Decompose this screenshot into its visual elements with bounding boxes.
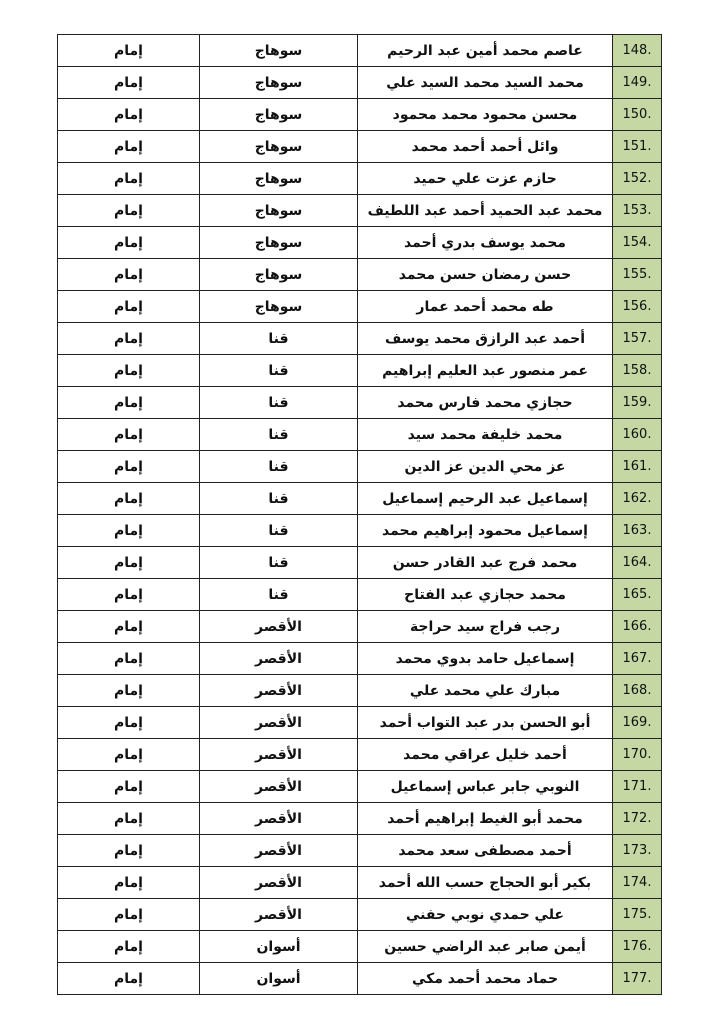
- table-row: [58, 739, 662, 771]
- row-number: 160.: [613, 419, 662, 451]
- person-name: حسن رمضان حسن محمد: [358, 259, 613, 291]
- governorate: الأقصر: [200, 707, 358, 739]
- person-name: إسماعيل محمود إبراهيم محمد: [358, 515, 613, 547]
- person-name: حجازي محمد فارس محمد: [358, 387, 613, 419]
- person-name: محمد خليفة محمد سيد: [358, 419, 613, 451]
- table-row: [58, 579, 662, 611]
- governorate: سوهاج: [200, 291, 358, 323]
- governorate: قنا: [200, 355, 358, 387]
- row-number: 171.: [613, 771, 662, 803]
- row-number: 151.: [613, 131, 662, 163]
- table-row: [58, 67, 662, 99]
- job-title: إمام: [58, 707, 200, 739]
- table-row: [58, 515, 662, 547]
- governorate: سوهاج: [200, 259, 358, 291]
- table-row: [58, 675, 662, 707]
- job-title: إمام: [58, 675, 200, 707]
- table-row: [58, 899, 662, 931]
- governorate: سوهاج: [200, 67, 358, 99]
- table-row: [58, 643, 662, 675]
- person-name: عمر منصور عبد العليم إبراهيم: [358, 355, 613, 387]
- governorate: الأقصر: [200, 867, 358, 899]
- governorate: أسوان: [200, 963, 358, 995]
- governorate: سوهاج: [200, 99, 358, 131]
- job-title: إمام: [58, 99, 200, 131]
- governorate: سوهاج: [200, 35, 358, 67]
- table-row: [58, 707, 662, 739]
- table-row: [58, 323, 662, 355]
- job-title: إمام: [58, 643, 200, 675]
- governorate: سوهاج: [200, 227, 358, 259]
- person-name: محمد حجازي عبد الفتاح: [358, 579, 613, 611]
- row-number: 150.: [613, 99, 662, 131]
- person-name: أيمن صابر عبد الراضي حسين: [358, 931, 613, 963]
- table-row: [58, 483, 662, 515]
- table-row: [58, 771, 662, 803]
- row-number: 177.: [613, 963, 662, 995]
- row-number: 165.: [613, 579, 662, 611]
- table-row: [58, 803, 662, 835]
- person-name: محسن محمود محمد محمود: [358, 99, 613, 131]
- job-title: إمام: [58, 419, 200, 451]
- person-name: محمد السيد محمد السيد علي: [358, 67, 613, 99]
- person-name: بكير أبو الحجاج حسب الله أحمد: [358, 867, 613, 899]
- job-title: إمام: [58, 67, 200, 99]
- job-title: إمام: [58, 739, 200, 771]
- job-title: إمام: [58, 227, 200, 259]
- row-number: 163.: [613, 515, 662, 547]
- job-title: إمام: [58, 899, 200, 931]
- person-name: النوبي جابر عباس إسماعيل: [358, 771, 613, 803]
- table-row: [58, 99, 662, 131]
- table-row: [58, 547, 662, 579]
- roster-body: [58, 35, 662, 995]
- job-title: إمام: [58, 867, 200, 899]
- job-title: إمام: [58, 451, 200, 483]
- governorate: الأقصر: [200, 835, 358, 867]
- governorate: الأقصر: [200, 643, 358, 675]
- governorate: أسوان: [200, 931, 358, 963]
- person-name: أحمد خليل عراقي محمد: [358, 739, 613, 771]
- governorate: الأقصر: [200, 675, 358, 707]
- row-number: 148.: [613, 35, 662, 67]
- row-number: 172.: [613, 803, 662, 835]
- row-number: 154.: [613, 227, 662, 259]
- person-name: وائل أحمد أحمد محمد: [358, 131, 613, 163]
- row-number: 153.: [613, 195, 662, 227]
- governorate: الأقصر: [200, 771, 358, 803]
- job-title: إمام: [58, 483, 200, 515]
- governorate: قنا: [200, 323, 358, 355]
- row-number: 162.: [613, 483, 662, 515]
- job-title: إمام: [58, 931, 200, 963]
- person-name: رجب فراج سيد حراجة: [358, 611, 613, 643]
- row-number: 155.: [613, 259, 662, 291]
- governorate: قنا: [200, 387, 358, 419]
- table-row: [58, 419, 662, 451]
- job-title: إمام: [58, 547, 200, 579]
- job-title: إمام: [58, 611, 200, 643]
- person-name: محمد عبد الحميد أحمد عبد اللطيف: [358, 195, 613, 227]
- table-row: [58, 163, 662, 195]
- table-row: [58, 931, 662, 963]
- job-title: إمام: [58, 291, 200, 323]
- table-row: [58, 131, 662, 163]
- governorate: قنا: [200, 515, 358, 547]
- person-name: إسماعيل حامد بدوي محمد: [358, 643, 613, 675]
- table-row: [58, 835, 662, 867]
- row-number: 149.: [613, 67, 662, 99]
- row-number: 170.: [613, 739, 662, 771]
- row-number: 161.: [613, 451, 662, 483]
- row-number: 166.: [613, 611, 662, 643]
- governorate: قنا: [200, 419, 358, 451]
- job-title: إمام: [58, 163, 200, 195]
- job-title: إمام: [58, 963, 200, 995]
- person-name: محمد يوسف بدري أحمد: [358, 227, 613, 259]
- row-number: 156.: [613, 291, 662, 323]
- row-number: 175.: [613, 899, 662, 931]
- person-name: علي حمدي نوبي حفني: [358, 899, 613, 931]
- person-name: أبو الحسن بدر عبد التواب أحمد: [358, 707, 613, 739]
- row-number: 152.: [613, 163, 662, 195]
- job-title: إمام: [58, 323, 200, 355]
- job-title: إمام: [58, 803, 200, 835]
- person-name: أحمد مصطفى سعد محمد: [358, 835, 613, 867]
- governorate: قنا: [200, 579, 358, 611]
- job-title: إمام: [58, 355, 200, 387]
- person-name: إسماعيل عبد الرحيم إسماعيل: [358, 483, 613, 515]
- person-name: حازم عزت علي حميد: [358, 163, 613, 195]
- person-name: عز محي الدين عز الدين: [358, 451, 613, 483]
- person-name: محمد أبو الغيط إبراهيم أحمد: [358, 803, 613, 835]
- row-number: 157.: [613, 323, 662, 355]
- job-title: إمام: [58, 195, 200, 227]
- row-number: 159.: [613, 387, 662, 419]
- table-row: [58, 387, 662, 419]
- governorate: سوهاج: [200, 131, 358, 163]
- table-row: [58, 451, 662, 483]
- job-title: إمام: [58, 579, 200, 611]
- person-name: مبارك علي محمد علي: [358, 675, 613, 707]
- roster-table: [57, 34, 662, 995]
- person-name: حماد محمد أحمد مكي: [358, 963, 613, 995]
- table-row: [58, 259, 662, 291]
- table-row: [58, 227, 662, 259]
- governorate: الأقصر: [200, 611, 358, 643]
- governorate: قنا: [200, 483, 358, 515]
- row-number: 164.: [613, 547, 662, 579]
- table-row: [58, 963, 662, 995]
- job-title: إمام: [58, 35, 200, 67]
- person-name: أحمد عبد الرازق محمد يوسف: [358, 323, 613, 355]
- row-number: 173.: [613, 835, 662, 867]
- table-row: [58, 35, 662, 67]
- row-number: 169.: [613, 707, 662, 739]
- table-row: [58, 355, 662, 387]
- governorate: الأقصر: [200, 739, 358, 771]
- job-title: إمام: [58, 835, 200, 867]
- job-title: إمام: [58, 387, 200, 419]
- job-title: إمام: [58, 259, 200, 291]
- governorate: الأقصر: [200, 899, 358, 931]
- person-name: طه محمد أحمد عمار: [358, 291, 613, 323]
- governorate: الأقصر: [200, 803, 358, 835]
- governorate: قنا: [200, 451, 358, 483]
- job-title: إمام: [58, 515, 200, 547]
- job-title: إمام: [58, 771, 200, 803]
- row-number: 174.: [613, 867, 662, 899]
- row-number: 158.: [613, 355, 662, 387]
- table-row: [58, 291, 662, 323]
- table-row: [58, 867, 662, 899]
- person-name: محمد فرج عبد القادر حسن: [358, 547, 613, 579]
- person-name: عاصم محمد أمين عبد الرحيم: [358, 35, 613, 67]
- governorate: سوهاج: [200, 195, 358, 227]
- row-number: 176.: [613, 931, 662, 963]
- table-row: [58, 611, 662, 643]
- governorate: سوهاج: [200, 163, 358, 195]
- row-number: 168.: [613, 675, 662, 707]
- row-number: 167.: [613, 643, 662, 675]
- table-row: [58, 195, 662, 227]
- job-title: إمام: [58, 131, 200, 163]
- governorate: قنا: [200, 547, 358, 579]
